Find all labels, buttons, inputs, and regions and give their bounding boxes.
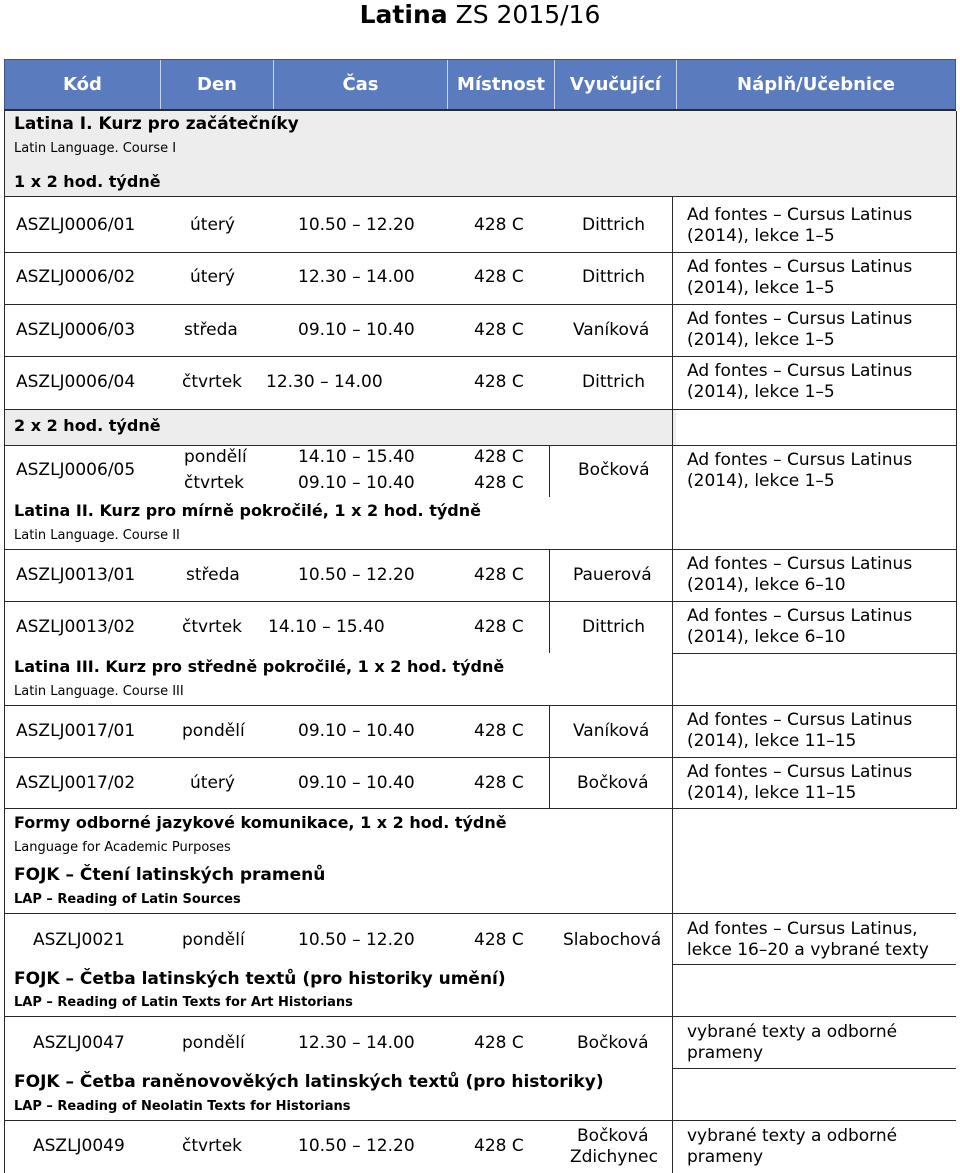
content-line-1: Ad fontes – Cursus Latinus (687, 257, 913, 277)
day: čtvrtek (182, 617, 243, 637)
time: 09.10 – 10.40 (298, 773, 415, 793)
content-line-2: (2014), lekce 6–10 (687, 627, 846, 647)
section-subtitle-fojk-neolatin: LAP – Reading of Neolatin Texts for Historians (14, 1099, 351, 1114)
room: 428 C (474, 447, 524, 467)
day: pondělí (184, 447, 247, 467)
room: 428 C (474, 215, 524, 235)
time: 10.50 – 12.20 (298, 215, 415, 235)
content-line-2: (2014), lekce 1–5 (687, 471, 835, 491)
room: 428 C (474, 721, 524, 741)
frequency-2x: 2 x 2 hod. týdně (14, 416, 161, 435)
header-time: Čas (342, 74, 379, 95)
content-line-2: (2014), lekce 1–5 (687, 278, 835, 298)
day: úterý (190, 215, 235, 235)
course-code: ASZLJ0006/03 (16, 320, 136, 340)
time: 10.50 – 12.20 (298, 1136, 415, 1156)
section-subtitle-fojk-art: LAP – Reading of Latin Texts for Art Historians (14, 995, 353, 1010)
time: 12.30 – 14.00 (266, 372, 383, 392)
course-code: ASZLJ0017/02 (16, 773, 136, 793)
teacher: Vaníková (573, 320, 650, 340)
content-line-1: Ad fontes – Cursus Latinus (687, 361, 913, 381)
section-subtitle-fojk-sources: LAP – Reading of Latin Sources (14, 892, 241, 907)
title-rest: ZS 2015/16 (447, 0, 601, 29)
header-day: Den (197, 74, 237, 95)
content-line-1: Ad fontes – Cursus Latinus (687, 309, 913, 329)
teacher: Bočková (577, 773, 649, 793)
content-line-1: Ad fontes – Cursus Latinus (687, 554, 913, 574)
section-subtitle-course-1: Latin Language. Course I (14, 141, 177, 156)
teacher: Bočková (578, 460, 650, 480)
header-teacher: Vyučující (569, 74, 662, 95)
content-line-2: (2014), lekce 1–5 (687, 226, 835, 246)
room: 428 C (474, 773, 524, 793)
title-bold: Latina (359, 0, 448, 29)
room: 428 C (474, 473, 524, 493)
frequency-1x: 1 x 2 hod. týdně (14, 172, 161, 191)
section-title-course-1: Latina I. Kurz pro začátečníky (14, 114, 299, 134)
room: 428 C (474, 267, 524, 287)
content-line-2: (2014), lekce 11–15 (687, 783, 857, 803)
teacher: Dittrich (582, 215, 645, 235)
section-subtitle-academic: Language for Academic Purposes (14, 840, 231, 855)
course-code: ASZLJ0006/02 (16, 267, 136, 287)
content-line-1: Ad fontes – Cursus Latinus, (687, 919, 918, 939)
day: pondělí (182, 1033, 245, 1053)
room: 428 C (474, 320, 524, 340)
day: čtvrtek (182, 1136, 243, 1156)
content-line-2: (2014), lekce 6–10 (687, 575, 846, 595)
room: 428 C (474, 372, 524, 392)
content-line-2: (2014), lekce 11–15 (687, 731, 857, 751)
course-code: ASZLJ0006/04 (16, 372, 136, 392)
section-title-academic: Formy odborné jazykové komunikace, 1 x 2 hod. týdně (14, 813, 507, 832)
teacher: Dittrich (582, 372, 645, 392)
teacher: Slabochová (563, 930, 662, 950)
course-code: ASZLJ0006/05 (16, 460, 136, 480)
course-code: ASZLJ0047 (33, 1033, 125, 1053)
teacher: Bočková (577, 1126, 649, 1146)
teacher: Zdichynec (570, 1147, 658, 1167)
content-line-2: (2014), lekce 1–5 (687, 382, 835, 402)
time: 14.10 – 15.40 (298, 447, 415, 467)
course-code: ASZLJ0013/01 (16, 565, 136, 585)
teacher: Dittrich (582, 617, 645, 637)
section-title-course-2: Latina II. Kurz pro mírně pokročilé, 1 x 2 hod. týdně (14, 501, 481, 520)
content-line-1: Ad fontes – Cursus Latinus (687, 606, 913, 626)
room: 428 C (474, 930, 524, 950)
day: čtvrtek (184, 473, 245, 493)
content-line-1: vybrané texty a odborné (687, 1126, 898, 1146)
course-code: ASZLJ0021 (33, 930, 125, 950)
course-code: ASZLJ0013/02 (16, 617, 136, 637)
teacher: Dittrich (582, 267, 645, 287)
time: 14.10 – 15.40 (268, 617, 385, 637)
header-code: Kód (63, 74, 102, 95)
header-content: Náplň/Učebnice (737, 74, 895, 95)
page-title (0, 0, 960, 30)
teacher: Vaníková (573, 721, 650, 741)
day: středa (184, 320, 238, 340)
content-line-1: Ad fontes – Cursus Latinus (687, 762, 913, 782)
time: 10.50 – 12.20 (298, 930, 415, 950)
content-line-1: Ad fontes – Cursus Latinus (687, 450, 913, 470)
day: úterý (190, 267, 235, 287)
room: 428 C (474, 565, 524, 585)
section-subtitle-course-3: Latin Language. Course III (14, 684, 184, 699)
section-title-course-3: Latina III. Kurz pro středně pokročilé, 1 x 2 hod. týdně (14, 657, 505, 676)
content-line-1: Ad fontes – Cursus Latinus (687, 205, 913, 225)
room: 428 C (474, 1033, 524, 1053)
content-line-2: (2014), lekce 1–5 (687, 330, 835, 350)
time: 12.30 – 14.00 (298, 1033, 415, 1053)
time: 09.10 – 10.40 (298, 320, 415, 340)
time: 10.50 – 12.20 (298, 565, 415, 585)
day: pondělí (182, 721, 245, 741)
day: čtvrtek (182, 372, 243, 392)
course-code: ASZLJ0049 (33, 1136, 125, 1156)
teacher: Bočková (577, 1033, 649, 1053)
content-line-1: vybrané texty a odborné (687, 1022, 898, 1042)
time: 09.10 – 10.40 (298, 721, 415, 741)
course-code: ASZLJ0017/01 (16, 721, 136, 741)
day: úterý (190, 773, 235, 793)
section-title-fojk-sources: FOJK – Čtení latinských pramenů (14, 865, 326, 885)
content-line-2: lekce 16–20 a vybrané texty (687, 940, 929, 960)
room: 428 C (474, 1136, 524, 1156)
content-line-2: prameny (687, 1043, 764, 1063)
teacher: Pauerová (573, 565, 652, 585)
section-subtitle-course-2: Latin Language. Course II (14, 528, 180, 543)
time: 09.10 – 10.40 (298, 473, 415, 493)
section-title-fojk-neolatin: FOJK – Četba raněnovověkých latinských textů (pro historiky) (14, 1072, 604, 1092)
room: 428 C (474, 617, 524, 637)
day: pondělí (182, 930, 245, 950)
section-title-fojk-art: FOJK – Četba latinských textů (pro historiky umění) (14, 969, 506, 989)
table-header (4, 59, 956, 111)
course-code: ASZLJ0006/01 (16, 215, 136, 235)
time: 12.30 – 14.00 (298, 267, 415, 287)
header-room: Místnost (457, 74, 545, 95)
content-line-2: prameny (687, 1147, 764, 1167)
day: středa (186, 565, 240, 585)
content-line-1: Ad fontes – Cursus Latinus (687, 710, 913, 730)
